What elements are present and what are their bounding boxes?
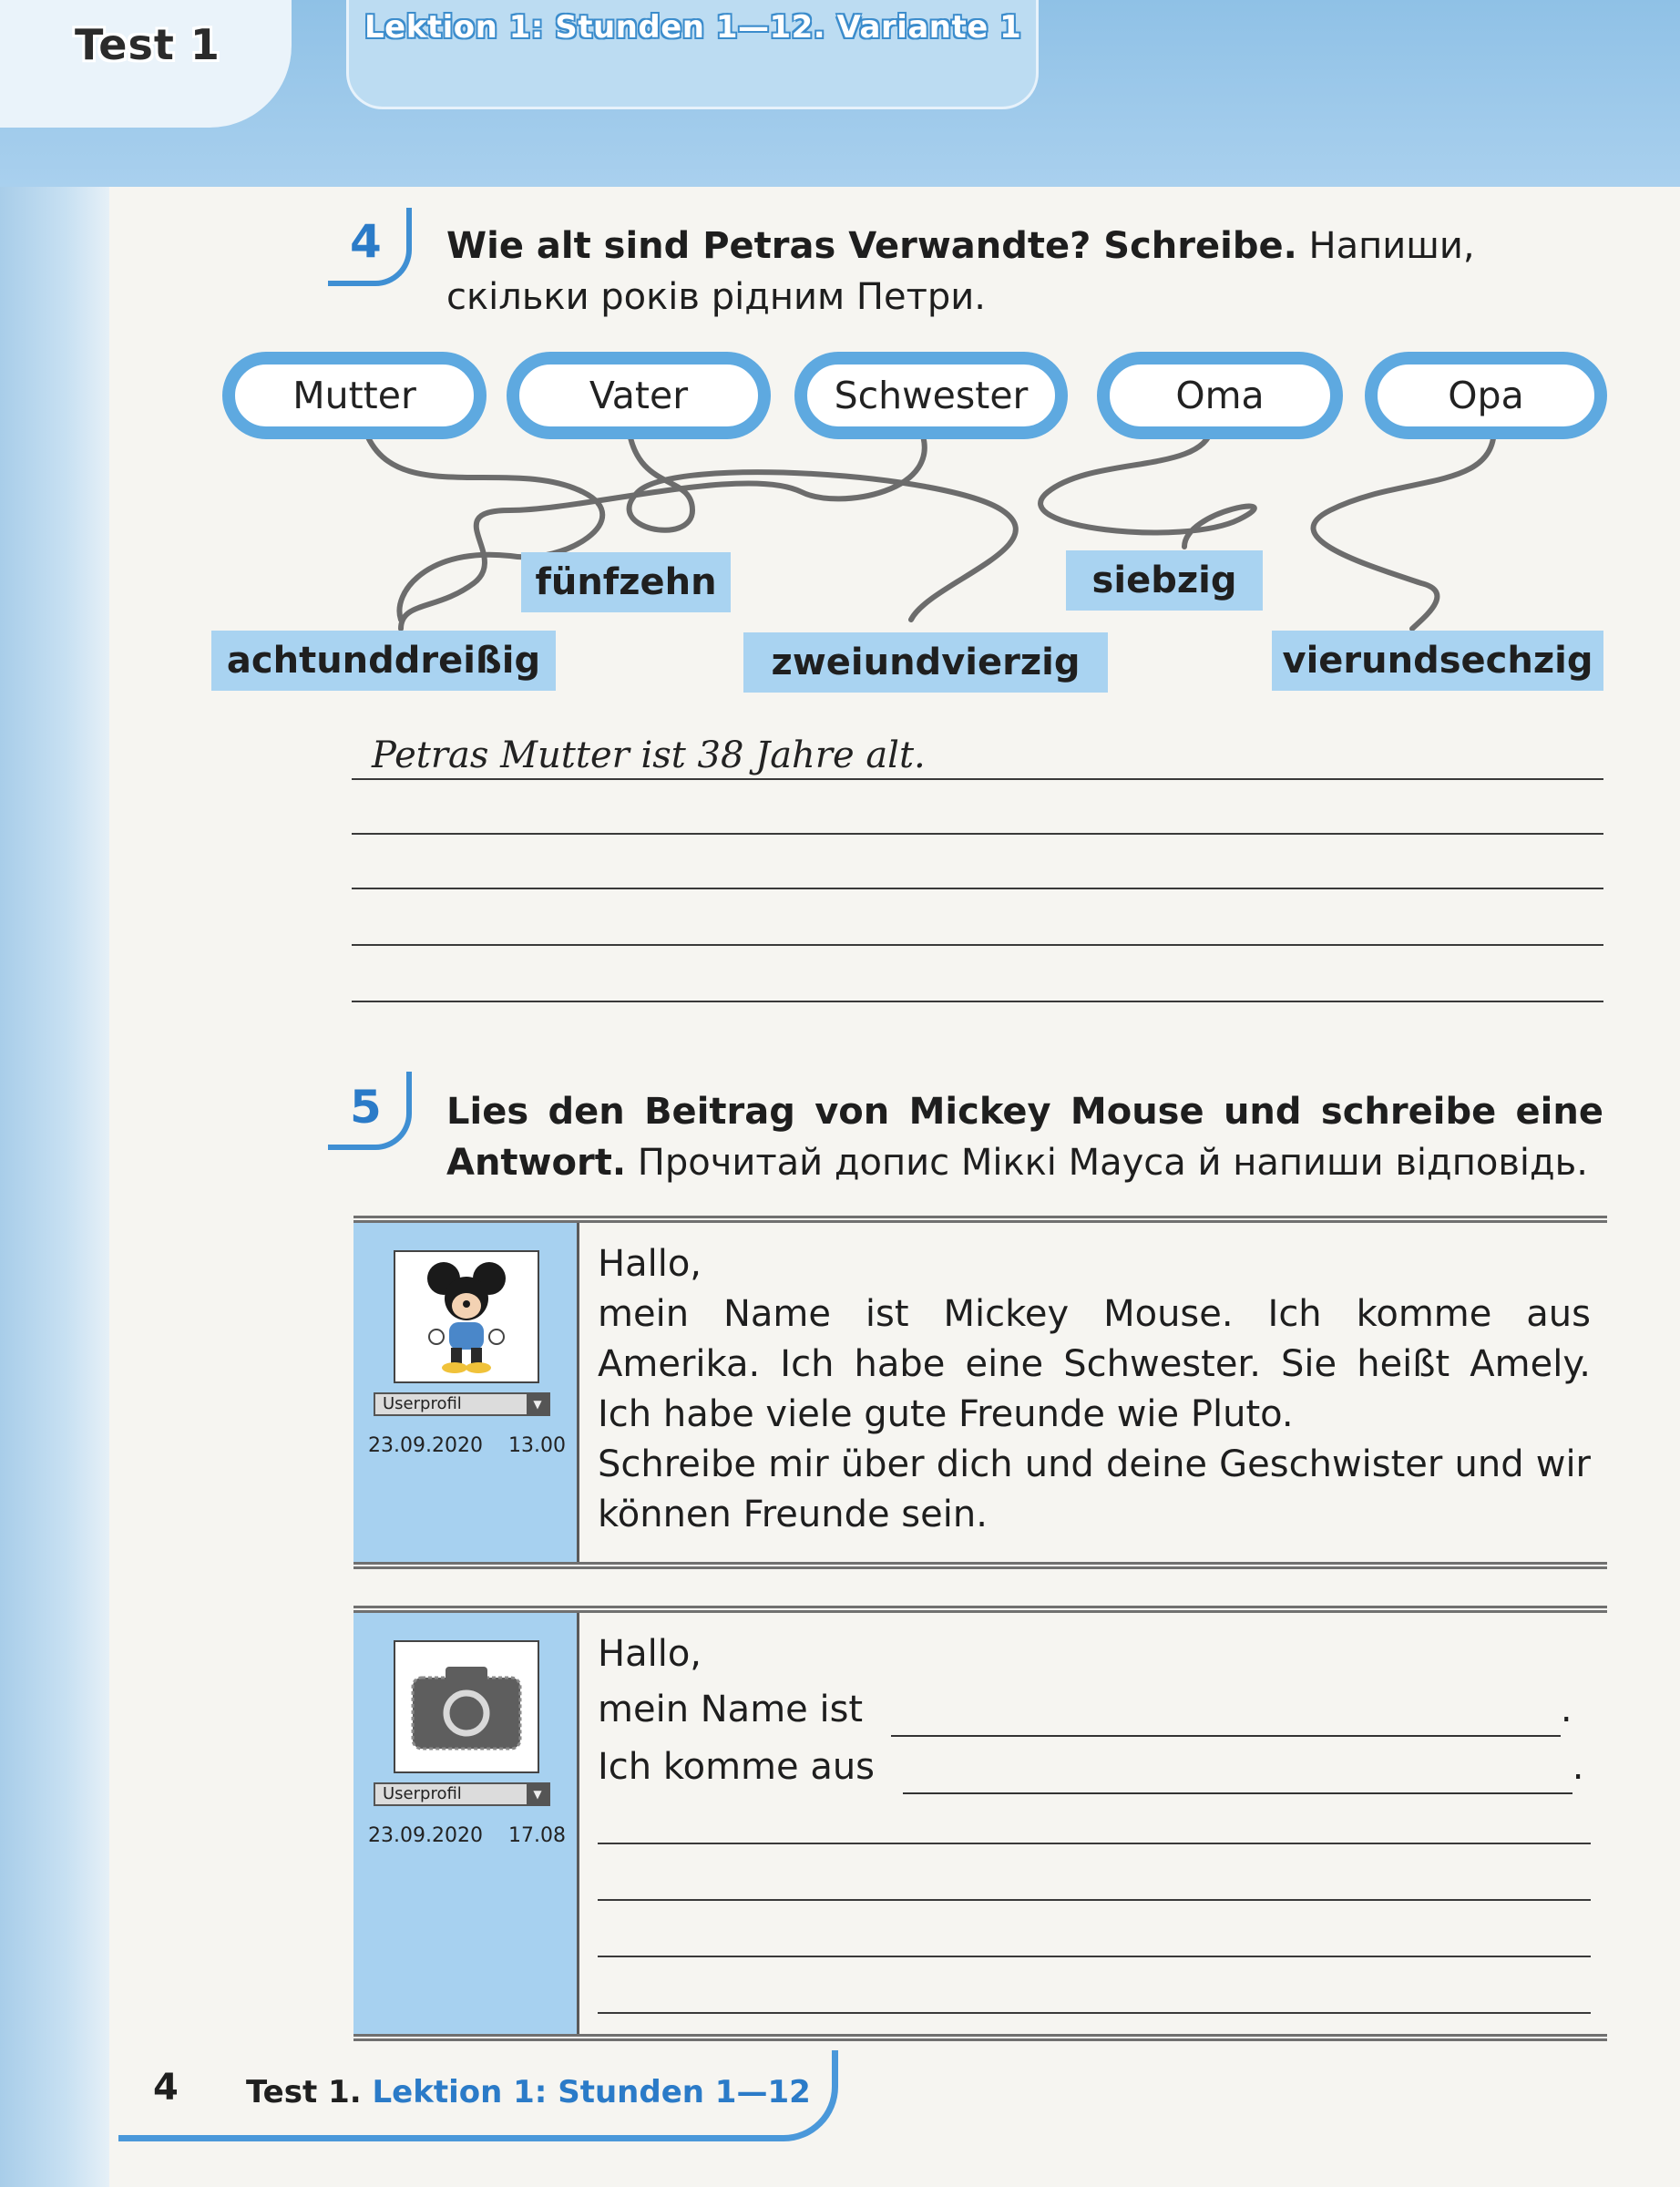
mickey-icon [416, 1258, 517, 1375]
task5-title [446, 1086, 1603, 1188]
footer-test: Test 1. [246, 2074, 362, 2110]
country-fill-line[interactable] [903, 1742, 1572, 1794]
post-reply-time: 17.08 [507, 1824, 566, 1847]
answer-line-3[interactable] [352, 888, 1603, 889]
reply-line-3[interactable] [598, 1956, 1591, 1957]
relative-schwester: Schwester [834, 374, 1029, 417]
post-mickey-timestamp [368, 1434, 566, 1457]
task5-title-ua: Прочитай допис Міккі Мауса й напиши відповідь. [637, 1142, 1588, 1184]
line-opa [1313, 428, 1494, 629]
post-mickey-line: Hallo, [598, 1243, 702, 1285]
answer-line-4[interactable] [352, 944, 1603, 946]
answer-line-2[interactable] [352, 833, 1603, 835]
sample-answer: Petras Mutter ist 38 Jahre alt. [372, 734, 926, 776]
age-label-70: siebzig [1066, 550, 1263, 611]
line-oma [1040, 428, 1255, 547]
post-reply-sidebar [353, 1613, 579, 2034]
post-mickey-profile-dropdown[interactable] [374, 1392, 550, 1416]
reply-line-2[interactable] [598, 1899, 1591, 1901]
task4-title-ua: Напиши, скільки років рідним Петри. [446, 225, 1475, 318]
mickey-avatar [394, 1250, 539, 1383]
relative-vater: Vater [589, 374, 689, 417]
footer-label [246, 2074, 811, 2110]
task5-number: 5 [350, 1081, 382, 1134]
relative-mutter: Mutter [292, 374, 416, 417]
test-label: Test 1 [75, 20, 220, 69]
relative-box-vater [507, 352, 771, 439]
country-end-punct: . [1572, 1746, 1584, 1788]
relative-box-opa [1365, 352, 1607, 439]
post-mickey-line: Schreibe mir über dich und deine Geschwister und wir können Freunde sein. [598, 1443, 1591, 1535]
reply-line-4[interactable] [598, 2012, 1591, 2014]
post-mickey-sidebar [353, 1223, 579, 1562]
page-number: 4 [153, 2067, 179, 2109]
relative-oma: Oma [1175, 374, 1265, 417]
reply-avatar [394, 1640, 539, 1773]
post-reply-name-prompt: mein Name ist [598, 1689, 864, 1730]
name-fill-line[interactable] [891, 1685, 1561, 1737]
age-label-15: fünfzehn [521, 552, 731, 612]
camera-icon [407, 1661, 526, 1752]
age-label-38: achtunddreißig [211, 631, 556, 691]
task4-number: 4 [350, 215, 382, 268]
post-reply-profile-dropdown[interactable] [374, 1782, 550, 1806]
post-reply-greeting: Hallo, [598, 1633, 702, 1675]
age-label-64: vierundsechzig [1272, 631, 1603, 691]
post-reply-profile-label: Userprofil [383, 1784, 462, 1803]
post-reply-date: 23.09.2020 [368, 1824, 483, 1847]
post-mickey-line: mein Name ist Mickey Mouse. Ich komme aus Amerika. Ich habe eine Schwester. Sie heißt Amely. Ich habe viele gute Freunde wie Pluto. [598, 1293, 1591, 1435]
task5-title-de: Lies den Beitrag von Mickey Mouse und schreibe eine Antwort. [446, 1091, 1603, 1184]
reply-line-1[interactable] [598, 1843, 1591, 1844]
post-mickey-time: 13.00 [507, 1434, 566, 1457]
age-label-42: zweiundvierzig [743, 632, 1108, 693]
post-reply-country-prompt: Ich komme aus [598, 1746, 876, 1788]
post-mickey-profile-label: Userprofil [383, 1394, 462, 1413]
relative-box-schwester [794, 352, 1068, 439]
answer-line-1[interactable] [352, 778, 1603, 780]
post-reply-text [598, 1629, 1591, 1794]
post-reply-timestamp [368, 1824, 566, 1847]
relative-box-mutter [222, 352, 487, 439]
post-mickey-date: 23.09.2020 [368, 1434, 483, 1457]
post-reply [353, 1606, 1607, 2041]
footer-lektion: Lektion 1: Stunden 1—12 [372, 2074, 811, 2110]
chevron-down-icon[interactable]: ▼ [527, 1784, 548, 1804]
relative-opa: Opa [1448, 374, 1524, 417]
lektion-label: Lektion 1: Stunden 1—12. Variante 1 [364, 9, 1022, 46]
post-mickey-text [598, 1239, 1591, 1540]
answer-line-5[interactable] [352, 1001, 1603, 1002]
post-mickey [353, 1216, 1607, 1569]
task4-title-de: Wie alt sind Petras Verwandte? Schreibe. [446, 225, 1297, 267]
relative-box-oma [1097, 352, 1343, 439]
name-end-punct: . [1560, 1689, 1572, 1730]
chevron-down-icon[interactable]: ▼ [527, 1394, 548, 1414]
